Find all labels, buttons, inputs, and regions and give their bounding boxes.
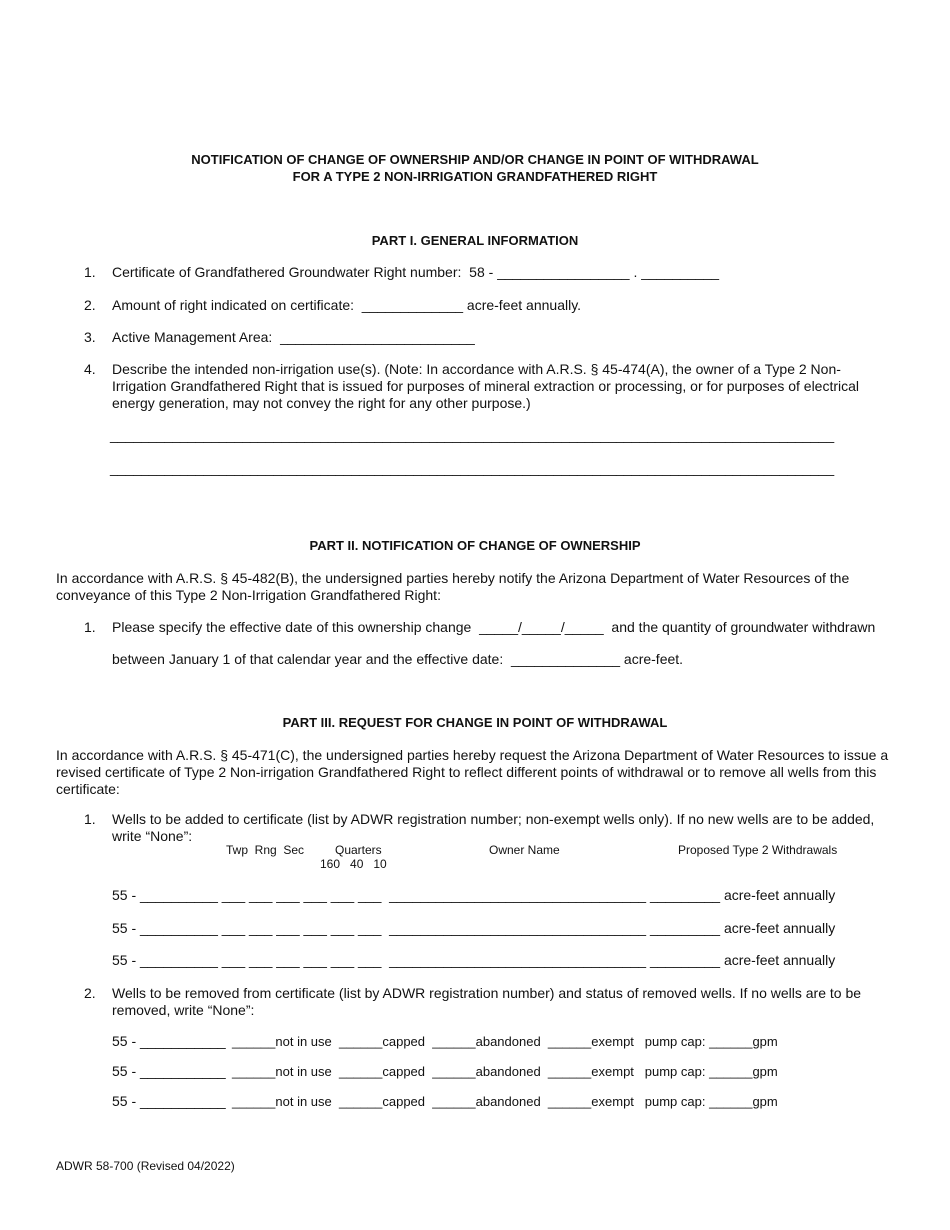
- part3-heading: PART III. REQUEST FOR CHANGE IN POINT OF WITHDRAWAL: [282, 715, 668, 730]
- removed-well-number-1[interactable]: 55 - ___________: [112, 1033, 226, 1049]
- part2-intro: In accordance with A.R.S. § 45-482(B), the undersigned parties hereby notify the Arizona Department of Water Resources of the conveyance of this Type 2 Non-Irrigation Grandfathered Right:: [56, 570, 850, 603]
- added-well-row-1[interactable]: 55 - __________ ___ ___ ___ ___ ___ ___ _________________________________ _________ acre-feet annually: [112, 887, 836, 903]
- form-title-line1: NOTIFICATION OF CHANGE OF OWNERSHIP AND/OR CHANGE IN POINT OF WITHDRAWAL: [191, 152, 759, 167]
- part1-item4-number: 4.: [84, 361, 96, 377]
- removed-well-number-3[interactable]: 55 - ___________: [112, 1093, 226, 1109]
- removed-well-status-3[interactable]: ______not in use ______capped ______abandoned ______exempt pump cap: ______gpm: [232, 1094, 778, 1109]
- part3-item1-number: 1.: [84, 811, 96, 827]
- column-header-quarters-sub: 160 40 10: [320, 857, 387, 871]
- column-header-twp-rng-sec: Twp Rng Sec: [226, 843, 305, 857]
- added-well-row-2[interactable]: 55 - __________ ___ ___ ___ ___ ___ ___ _________________________________ _________ acre-feet annually: [112, 920, 836, 936]
- groundwater-withdrawn-line[interactable]: between January 1 of that calendar year and the effective date: ______________ acre-feet.: [112, 651, 684, 667]
- part3-item2-number: 2.: [84, 985, 96, 1001]
- part2-heading: PART II. NOTIFICATION OF CHANGE OF OWNERSHIP: [309, 538, 641, 553]
- part1-item2-text: Amount of right indicated on certificate: _____________ acre-feet annually.: [112, 297, 582, 313]
- removed-well-number-2[interactable]: 55 - ___________: [112, 1063, 226, 1079]
- part1-item1-number: 1.: [84, 264, 96, 280]
- column-header-quarters: Quarters: [335, 843, 382, 857]
- part2-item1-number: 1.: [84, 619, 96, 635]
- part1-item1-text: Certificate of Grandfathered Groundwater Right number: 58 - _________________ . __________: [112, 264, 720, 280]
- column-header-owner-name: Owner Name: [489, 843, 560, 857]
- part1-heading: PART I. GENERAL INFORMATION: [371, 233, 579, 248]
- part1-item3-text: Active Management Area: _________________________: [112, 329, 475, 345]
- part3-intro: In accordance with A.R.S. § 45-471(C), the undersigned parties hereby request the Arizona Department of Water Resources to issue a revised certificate of Type 2 Non-irrigation Grandfathered Right to reflect different points of withdrawal or to remove all wells from this certificate:: [56, 747, 889, 797]
- column-header-proposed-withdrawals: Proposed Type 2 Withdrawals: [678, 843, 838, 857]
- removed-well-status-1[interactable]: ______not in use ______capped ______abandoned ______exempt pump cap: ______gpm: [232, 1034, 778, 1049]
- part1-item4-text: Describe the intended non-irrigation use(s). (Note: In accordance with A.R.S. § 45-474(A), the owner of a Type 2 Non-Irrigation Grandfathered Right that is issued for purposes of mineral extraction or processing, or for purposes of electrical energy generation, may not convey the right for any other purpose.): [112, 361, 860, 411]
- part3-item1-text: Wells to be added to certificate (list by ADWR registration number; non-exempt wells only). If no new wells are to be added, write “None”:: [112, 811, 875, 844]
- part1-item2-number: 2.: [84, 297, 96, 313]
- description-blank-line-1[interactable]: _____________________________________________________________________________________________: [110, 427, 835, 443]
- removed-well-status-2[interactable]: ______not in use ______capped ______abandoned ______exempt pump cap: ______gpm: [232, 1064, 778, 1079]
- form-number-footer: ADWR 58-700 (Revised 04/2022): [56, 1159, 235, 1173]
- part1-item3-number: 3.: [84, 329, 96, 345]
- ownership-change-date-line[interactable]: Please specify the effective date of this ownership change _____/_____/_____ and the quantity of groundwater withdrawn: [112, 619, 876, 635]
- added-well-row-3[interactable]: 55 - __________ ___ ___ ___ ___ ___ ___ _________________________________ _________ acre-feet annually: [112, 952, 836, 968]
- form-title-line2: FOR A TYPE 2 NON-IRRIGATION GRANDFATHERED RIGHT: [292, 169, 658, 184]
- part3-item2-text: Wells to be removed from certificate (list by ADWR registration number) and status of removed wells. If no wells are to be removed, write “None”:: [112, 985, 862, 1018]
- description-blank-line-2[interactable]: _____________________________________________________________________________________________: [110, 460, 835, 476]
